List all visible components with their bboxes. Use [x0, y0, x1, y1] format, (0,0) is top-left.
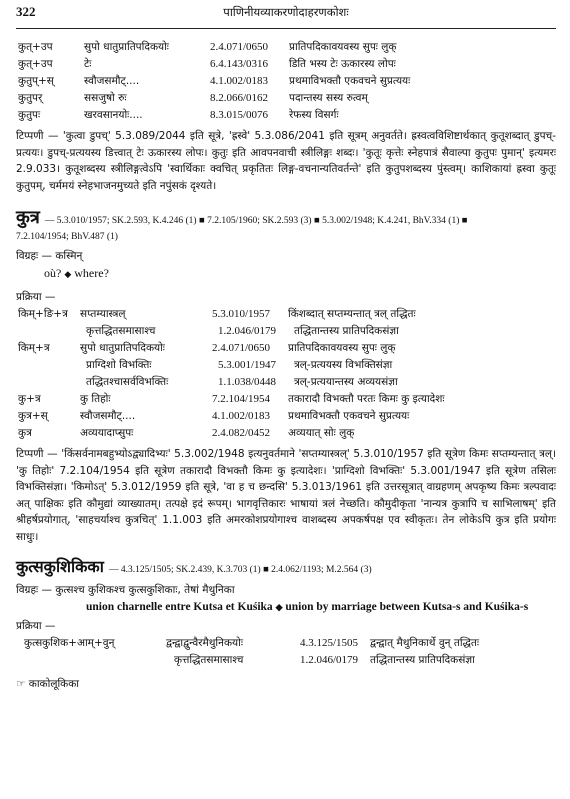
- step-row: कृत्तद्धितसमासाश्च 1.2.046/0179 तद्धितान्तस्य प्रातिपदिकसंज्ञा: [174, 654, 475, 666]
- step-row: कृत्तद्धितसमासाश्च 1.2.046/0179 तद्धितान्तस्य प्रातिपदिकसंज्ञा: [86, 325, 399, 337]
- kutra-note: टिप्पणी — 'किंसर्वनामबहुभ्योऽद्व्यादिभ्यः' 5.3.002/1948 इत्यनुवर्तमाने 'सप्तम्यास्त्रल्' 5.3.010/1957 इति सूत्रेण किमः सप्तम्यन्तात् त्रल्। 'कु तिहोः' 7.2.104/1954 इति सूत्रेण तकारादौ विभक्तौ किमः कु इत्यादेशः। 'प्राग्दिशो विभक्तिः' 5.3.001/1947 इति सूत्रेण तसिलः विभक्तिसंज्ञा। 'किमोऽत्' 5.3.012/1959 इति सूत्रे, 'वा ह च छन्दसि' 5.3.013/1961 इति उत्तरसूत्रात् वाग्रहणम् अपकृष्य किमः त्रल्पवादः अत् पाक्षिकः इति कौमुद्यां व्याख्यातम्। तत्पक्षे इदं रूपम्। भागवृत्तिकारः भाषायां त्रलं नेच्छति। कौमुदीकृता 'नान्यत्र कुत्रापि च साभिलाषम्' इति श्रीहर्षप्रयोगात्, 'साहचर्याश्च कुत्रचित्' 1.1.003 इति अमरकोशप्रयोगाश्च वाशब्दस्य अपकर्षपक्ष एव स्वीकृतः। तेन लोकेऽपि कुत्र इति प्रयोगः साधुः।: [16, 448, 556, 543]
- prakriya-label: प्रक्रिया —: [16, 620, 56, 632]
- headword-refs-cont: 7.2.104/1954; BhV.487 (1): [16, 232, 118, 242]
- page-header: [16, 0, 556, 26]
- translation-en: where?: [74, 266, 109, 280]
- step-row: कुतुपर् ससजुषो रुः 8.2.066/0162 पदान्तस्य सस्य रुत्वम्: [18, 92, 368, 104]
- headword-line: [16, 208, 556, 231]
- prakriya-label: प्रक्रिया —: [16, 291, 56, 303]
- headword: कुत्र: [16, 207, 40, 228]
- vigraha: [16, 248, 556, 265]
- vigraha-label: विग्रहः —: [16, 250, 53, 262]
- translation-fr: union charnelle entre Kutsa et Kuśika: [86, 601, 273, 613]
- translation: [16, 599, 556, 616]
- vigraha: [16, 582, 556, 599]
- step-row: किम्+त्र सुपो धातुप्रातिपदिकयोः 2.4.071/0650 प्रातिपदिकावयवस्य सुपः लुक्: [18, 342, 396, 354]
- page-number: 322: [16, 4, 36, 19]
- step-row: प्राग्दिशो विभक्तिः 5.3.001/1947 त्रल्-प्रत्ययस्य विभक्तिसंज्ञा: [86, 359, 393, 371]
- headword-line: [16, 557, 556, 580]
- step-row: कुत्र अव्ययादाप्सुपः 2.4.082/0452 अव्ययात् सोः लुक्: [18, 427, 355, 439]
- step-row: कुतुप्+स् स्वौजसमौट्.... 4.1.002/0183 प्रथमाविभक्तौ एकवचने सुप्रत्ययः: [18, 75, 411, 87]
- entry-kutra: [16, 208, 556, 545]
- step-row: कुत्सकुशिक+आम्+वुन् द्वन्द्वाद्वुन्वैरमैथुनिकयोः 4.3.125/1505 द्वन्द्वात् मैथुनिकार्थे वुन् तद्धितः: [24, 637, 480, 649]
- top-steps: [16, 39, 556, 124]
- translation: [16, 265, 556, 283]
- headword-refs: — 4.3.125/1505; SK.2.439, K.3.703 (1) ■ 2.4.062/1193; M.2.564 (3): [108, 565, 372, 575]
- step-row: कुतुपः खरवसानयोः.... 8.3.015/0076 रेफस्य विसर्गः: [18, 109, 339, 121]
- entry-kutsakushikika: [16, 557, 556, 693]
- diamond-icon: ◆: [275, 602, 283, 612]
- step-row: कु+त्र कु तिहोः 7.2.104/1954 तकारादौ विभक्तौ परतः किमः कु इत्यादेशः: [18, 393, 445, 405]
- see-also: [16, 675, 556, 693]
- header-rule: [16, 28, 556, 29]
- headword: कुत्सकुशिकिका: [16, 557, 104, 576]
- translation-fr: où?: [44, 266, 62, 280]
- diamond-icon: ◆: [64, 269, 72, 279]
- step-row: कुत्र+स् स्वौजसमौट्.... 4.1.002/0183 प्रथमाविभक्तौ एकवचने सुप्रत्ययः: [18, 410, 410, 422]
- kutsakushika-steps: [16, 635, 556, 669]
- running-title: पाणिनीयव्याकरणोदाहरणकोशः: [223, 5, 349, 19]
- headword-refs: — 5.3.010/1957; SK.2.593, K.4.246 (1) ■ 7.2.105/1960; SK.2.593 (3) ■ 5.3.002/1948; K.4.241, BhV.334 (1) ■: [44, 216, 468, 226]
- vigraha-label: विग्रहः —: [16, 584, 53, 596]
- vigraha-text: कस्मिन्: [55, 250, 83, 262]
- see-also-text: काकोलूकिका: [28, 678, 80, 690]
- translation-en: union by marriage between Kutsa-s and Kuśika-s: [285, 601, 529, 613]
- pointing-hand-icon: ☞: [16, 678, 26, 690]
- step-row: किम्+ङि+त्र सप्तम्यास्त्रल् 5.3.010/1957 किंशब्दात् सप्तम्यन्तात् त्रल् तद्धितः: [18, 308, 416, 320]
- kutra-steps: [16, 306, 556, 442]
- step-row: तद्धितश्चासर्वविभक्तिः 1.1.038/0448 त्रल्-प्रत्ययान्तस्य अव्ययसंज्ञा: [86, 376, 398, 388]
- step-row: कुत्+उप सुपो धातुप्रातिपदिकयोः 2.4.071/0650 प्रातिपदिकावयवस्य सुपः लुक्: [18, 41, 397, 53]
- vigraha-text: कुत्सश्च कुशिकश्च कुत्सकुशिकाः, तेषां मैथुनिका: [55, 584, 235, 596]
- top-note: टिप्पणी — 'कुत्वा डुपच्' 5.3.089/2044 इति सूत्रे, 'ह्रस्वे' 5.3.086/2041 इति सूत्रम् अनुवर्तते। ह्रस्वत्वविशिष्टार्थकात् कुतूशब्दात् डुपच्-प्रत्ययः। डुपच्-प्रत्ययस्य डित्त्वात् टेः ऊकारस्य लोपः। कुतुः इति आवपनवाची स्त्रीलिङ्गः शब्दः। 'कुतूः कृत्तेः स्नेहपात्रं सैवाल्पा कुतुपः पुमान्' इत्यमरः 2.9.033। कुतूशब्दस्य स्त्रीलिङ्गत्वेऽपि 'स्वार्थिकाः क्वचित् प्रकृतितः लिङ्ग-वचनान्यतिवर्तन्ते' इति कुतुपशब्दस्य पुंस्त्वम्। काशिकायां ह्रस्वा कुतूः कुतुपम्, चर्ममयं स्नेहभाजनमुच्यते इति नपुंसकं दृश्यते।: [16, 130, 556, 192]
- step-row: कुत्+उप टेः 6.4.143/0316 डिति भस्य टेः ऊकारस्य लोपः: [18, 58, 396, 70]
